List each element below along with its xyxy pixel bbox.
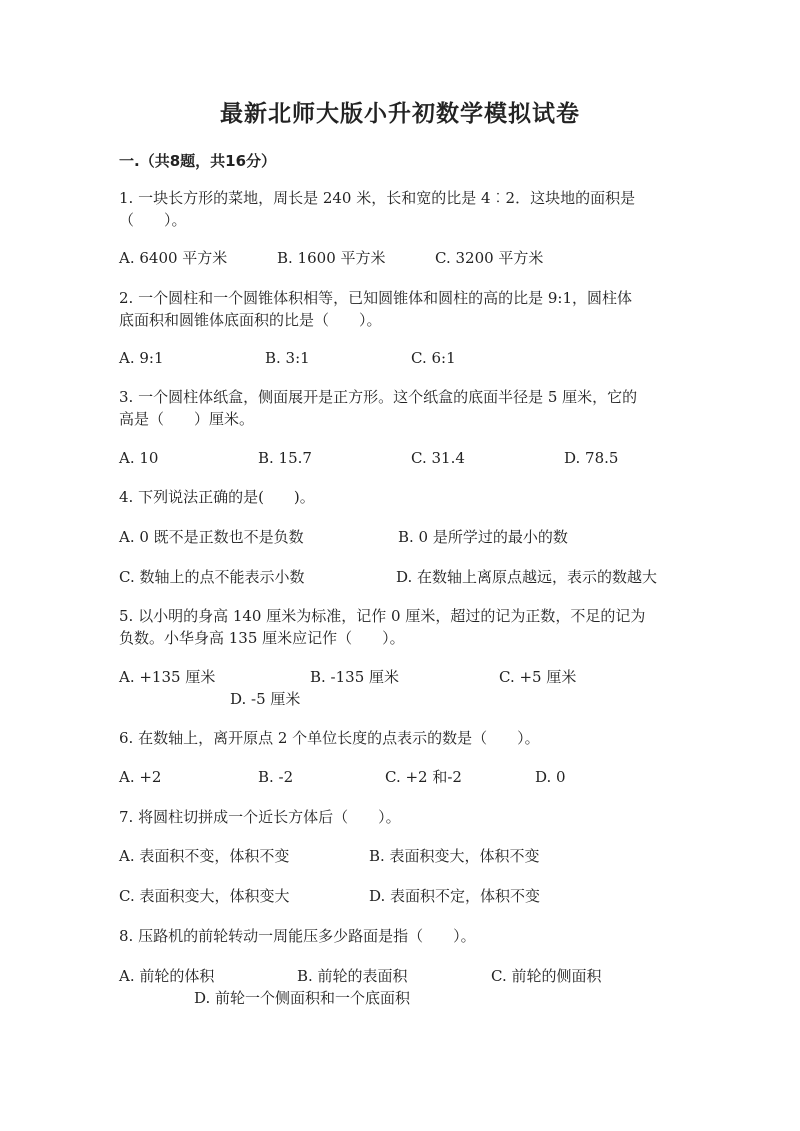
options-row [119,566,699,588]
question-text-line: 6. 在数轴上，离开原点 2 个单位长度的点表示的数是（ ）。 [119,729,540,747]
option-b[interactable]: B. 0 是所学过的最小的数 [398,528,568,546]
option-d[interactable]: D. 在数轴上离原点越远，表示的数越大 [396,568,658,586]
options-row [119,666,699,688]
option-d[interactable]: D. 前轮一个侧面积和一个底面积 [194,989,411,1007]
options-row [119,247,699,269]
option-d[interactable]: D. 78.5 [564,449,619,467]
question-6 [119,727,679,749]
option-d[interactable]: D. -5 厘米 [230,690,301,708]
options-row [119,965,699,987]
page-title: 最新北师大版小升初数学模拟试卷 [220,101,580,127]
question-text-line: 底面积和圆锥体底面积的比是（ ）。 [119,311,382,329]
option-c[interactable]: C. +5 厘米 [499,668,577,686]
option-a[interactable]: A. 6400 平方米 [119,249,228,267]
question-2 [119,287,679,331]
option-b[interactable]: B. 3:1 [265,349,310,367]
option-a[interactable]: A. 前轮的体积 [119,967,215,985]
option-b[interactable]: B. 1600 平方米 [277,249,386,267]
options-row [119,347,699,369]
options-row [119,987,699,1009]
option-a[interactable]: A. +135 厘米 [119,668,216,686]
question-text-line: 5. 以小明的身高 140 厘米为标准，记作 0 厘米，超过的记为正数，不足的记为 [119,607,646,625]
option-b[interactable]: B. 表面积变大，体积不变 [369,847,540,865]
option-c[interactable]: C. 31.4 [411,449,465,467]
options-row [119,447,699,469]
option-a[interactable]: A. 10 [119,449,159,467]
question-1 [119,187,679,231]
option-c[interactable]: C. 数轴上的点不能表示小数 [119,568,305,586]
question-text-line: 8. 压路机的前轮转动一周能压多少路面是指（ ）。 [119,927,476,945]
options-row [119,845,699,867]
question-text-line: 2. 一个圆柱和一个圆锥体积相等，已知圆锥体和圆柱的高的比是 9:1，圆柱体 [119,289,632,307]
question-text-line: （ ）。 [119,211,187,229]
option-c[interactable]: C. 3200 平方米 [435,249,544,267]
question-7 [119,806,679,828]
question-8 [119,925,679,947]
option-b[interactable]: B. -135 厘米 [310,668,400,686]
question-4 [119,486,679,508]
question-text-line: 负数。小华身高 135 厘米应记作（ ）。 [119,629,405,647]
question-text-line: 高是（ ）厘米。 [119,410,255,428]
question-text-line: 3. 一个圆柱体纸盒，侧面展开是正方形。这个纸盒的底面半径是 5 厘米，它的 [119,388,638,406]
question-text-line: 4. 下列说法正确的是( )。 [119,488,315,506]
option-a[interactable]: A. 0 既不是正数也不是负数 [119,528,304,546]
options-row [119,688,699,710]
options-row [119,766,699,788]
options-row [119,885,699,907]
option-d[interactable]: D. 表面积不定，体积不变 [369,887,541,905]
option-c[interactable]: C. 前轮的侧面积 [491,967,602,985]
option-b[interactable]: B. 前轮的表面积 [297,967,408,985]
option-a[interactable]: A. 9:1 [119,349,164,367]
option-c[interactable]: C. 6:1 [411,349,456,367]
question-3 [119,386,679,430]
option-a[interactable]: A. 表面积不变，体积不变 [119,847,290,865]
question-5 [119,605,679,649]
option-b[interactable]: B. -2 [258,768,294,786]
question-text-line: 7. 将圆柱切拼成一个近长方体后（ ）。 [119,808,401,826]
option-d[interactable]: D. 0 [535,768,566,786]
options-row [119,526,699,548]
option-b[interactable]: B. 15.7 [258,449,312,467]
section-heading: 一.（共8题，共16分） [119,152,277,170]
option-c[interactable]: C. 表面积变大，体积变大 [119,887,290,905]
option-c[interactable]: C. +2 和-2 [385,768,462,786]
question-text-line: 1. 一块长方形的菜地，周长是 240 米，长和宽的比是 4︰2．这块地的面积是 [119,189,636,207]
option-a[interactable]: A. +2 [119,768,162,786]
